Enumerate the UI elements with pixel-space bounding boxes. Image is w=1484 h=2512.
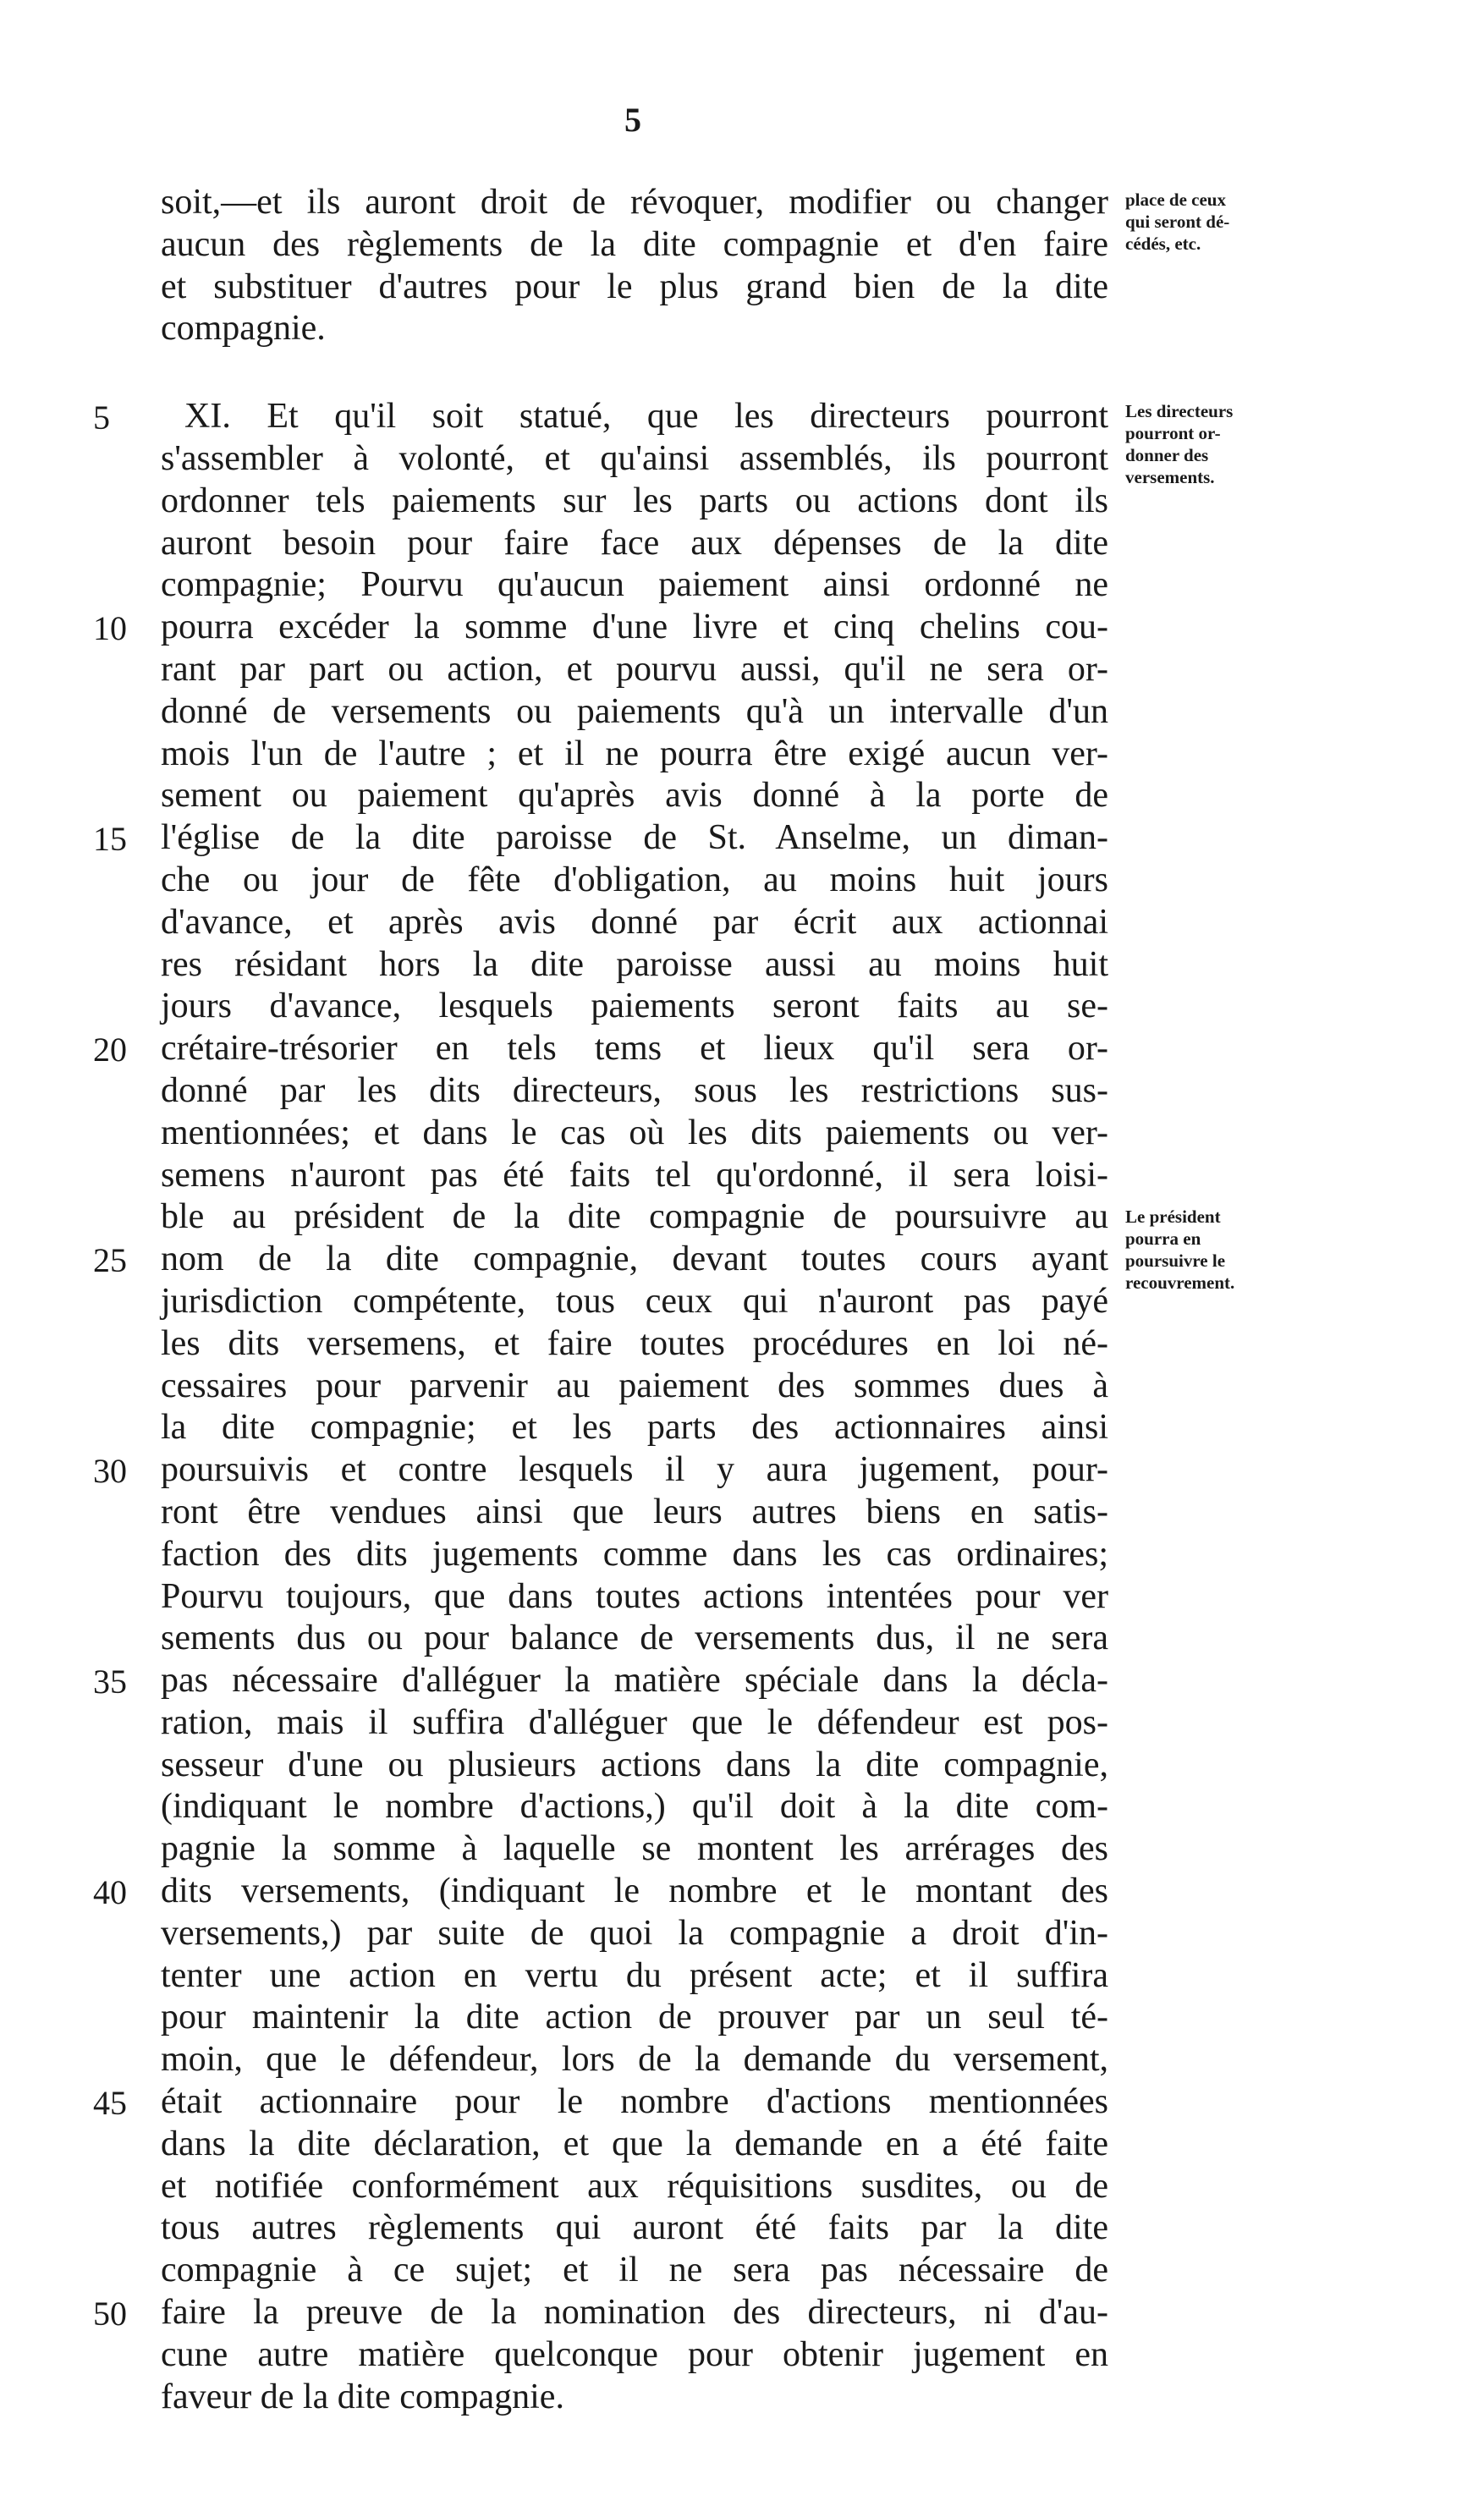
text-line: mois l'un de l'autre ; et il ne pourra être exigé aucun ver-	[161, 734, 1108, 773]
text-line: mentionnées; et dans le cas où les dits paiements ou ver-	[161, 1113, 1108, 1152]
text-line: nom de la dite compagnie, devant toutes cours ayant	[161, 1240, 1108, 1279]
text-line: sements dus ou pour balance de versements dus, il ne sera	[161, 1619, 1108, 1658]
text-line: crétaire-trésorier en tels tems et lieux qu'il sera or-	[161, 1029, 1108, 1069]
line-number: 35	[93, 1663, 127, 1701]
text-line: cessaires pour parvenir au paiement des sommes dues à	[161, 1366, 1108, 1405]
margin-note-line: cédés, etc.	[1125, 234, 1201, 254]
text-line: compagnie à ce sujet; et il ne sera pas nécessaire de	[161, 2251, 1108, 2290]
page-number: 5	[624, 101, 641, 139]
text-line: semens n'auront pas été faits tel qu'ordonné, il sera loisi-	[161, 1155, 1108, 1195]
text-line: XI. Et qu'il soit statué, que les directeurs pourront	[184, 397, 1108, 437]
text-line: dans la dite déclaration, et que la demande en a été faite	[161, 2124, 1108, 2163]
text-line: tenter une action en vertu du présent acte; et il suffira	[161, 1955, 1108, 1995]
line-number: 25	[93, 1241, 127, 1279]
text-line: auront besoin pour faire face aux dépenses de la dite	[161, 523, 1108, 563]
margin-note-line: Le président	[1125, 1207, 1221, 1227]
text-line: tous autres règlements qui auront été faits par la dite	[161, 2208, 1108, 2248]
margin-note-line: donner des	[1125, 445, 1209, 465]
text-line: poursuivis et contre lesquels il y aura jugement, pour-	[161, 1450, 1108, 1490]
text-line: moin, que le défendeur, lors de la demande du versement,	[161, 2040, 1108, 2080]
line-number: 50	[93, 2295, 127, 2333]
text-line: et notifiée conformément aux réquisitions susdites, ou de	[161, 2166, 1108, 2206]
text-line: pour maintenir la dite action de prouver par un seul té-	[161, 1998, 1108, 2037]
text-line: donné de versements ou paiements qu'à un intervalle d'un	[161, 691, 1108, 731]
margin-note-line: versements.	[1125, 467, 1215, 487]
margin-note-line: pourront or-	[1125, 423, 1221, 443]
line-number: 30	[93, 1452, 127, 1490]
text-line: compagnie.	[161, 309, 326, 349]
paragraph-gap	[161, 350, 1108, 396]
text-line: versements,) par suite de quoi la compagnie a droit d'in-	[161, 1913, 1108, 1953]
margin-note-line: poursuivre le	[1125, 1251, 1226, 1271]
text-line: cune autre matière quelconque pour obtenir jugement en	[161, 2334, 1108, 2374]
text-line: compagnie; Pourvu qu'aucun paiement ainsi ordonné ne	[161, 565, 1108, 605]
text-line: dits versements, (indiquant le nombre et le montant des	[161, 1872, 1108, 1911]
margin-note	[1125, 1206, 1234, 1294]
margin-note-line: pourra en	[1125, 1229, 1201, 1249]
text-line: faire la preuve de la nomination des directeurs, ni d'au-	[161, 2293, 1108, 2333]
body-text	[161, 182, 1108, 2418]
text-line: jours d'avance, lesquels paiements seront faits au se-	[161, 987, 1108, 1026]
margin-note	[1125, 400, 1233, 488]
text-line: soit,—et ils auront droit de révoquer, modifier ou changer	[161, 183, 1108, 222]
line-number: 45	[93, 2084, 127, 2122]
text-line: (indiquant le nombre d'actions,) qu'il doit à la dite com-	[161, 1787, 1108, 1827]
text-line: l'église de la dite paroisse de St. Anselme, un diman-	[161, 818, 1108, 858]
margin-note	[1125, 189, 1229, 255]
text-line: sement ou paiement qu'après avis donné à la porte de	[161, 776, 1108, 816]
text-line: ration, mais il suffira d'alléguer que le défendeur est pos-	[161, 1702, 1108, 1742]
text-line: faction des dits jugements comme dans les cas ordinaires;	[161, 1534, 1108, 1574]
text-line: res résidant hors la dite paroisse aussi au moins huit	[161, 944, 1108, 984]
text-line: sesseur d'une ou plusieurs actions dans la dite compagnie,	[161, 1745, 1108, 1784]
text-line: rant par part ou action, et pourvu aussi, qu'il ne sera or-	[161, 649, 1108, 689]
text-line: aucun des règlements de la dite compagnie et d'en faire	[161, 224, 1108, 264]
line-number: 5	[93, 399, 110, 437]
text-line: la dite compagnie; et les parts des actionnaires ainsi	[161, 1408, 1108, 1448]
text-line: ront être vendues ainsi que leurs autres biens en satis-	[161, 1492, 1108, 1531]
text-line: donné par les dits directeurs, sous les restrictions sus-	[161, 1070, 1108, 1110]
margin-note-line: qui seront dé-	[1125, 212, 1230, 232]
text-line: ble au président de la dite compagnie de poursuivre au	[161, 1197, 1108, 1237]
text-line: d'avance, et après avis donné par écrit aux actionnai	[161, 902, 1108, 942]
text-line: pourra excéder la somme d'une livre et cinq chelins cou-	[161, 607, 1108, 647]
text-line: les dits versemens, et faire toutes procédures en loi né-	[161, 1323, 1108, 1363]
text-line: était actionnaire pour le nombre d'actions mentionnées	[161, 2082, 1108, 2122]
line-number: 15	[93, 820, 127, 858]
line-number: 20	[93, 1031, 127, 1069]
line-number: 10	[93, 609, 127, 647]
margin-note-line: place de ceux	[1125, 190, 1226, 210]
line-number: 40	[93, 1873, 127, 1911]
text-line: faveur de la dite compagnie.	[161, 2377, 564, 2416]
margin-note-line: recouvrement.	[1125, 1272, 1235, 1293]
text-line: s'assembler à volonté, et qu'ainsi assemblés, ils pourront	[161, 438, 1108, 478]
text-line: che ou jour de fête d'obligation, au moins huit jours	[161, 860, 1108, 899]
text-line: et substituer d'autres pour le plus grand bien de la dite	[161, 267, 1108, 306]
text-line: ordonner tels paiements sur les parts ou actions dont ils	[161, 481, 1108, 520]
text-line: jurisdiction compétente, tous ceux qui n'auront pas payé	[161, 1281, 1108, 1321]
text-line: pas nécessaire d'alléguer la matière spéciale dans la décla-	[161, 1661, 1108, 1701]
margin-note-line: Les directeurs	[1125, 401, 1234, 421]
text-line: pagnie la somme à laquelle se montent les arrérages des	[161, 1829, 1108, 1869]
text-line: Pourvu toujours, que dans toutes actions intentées pour ver	[161, 1576, 1108, 1616]
